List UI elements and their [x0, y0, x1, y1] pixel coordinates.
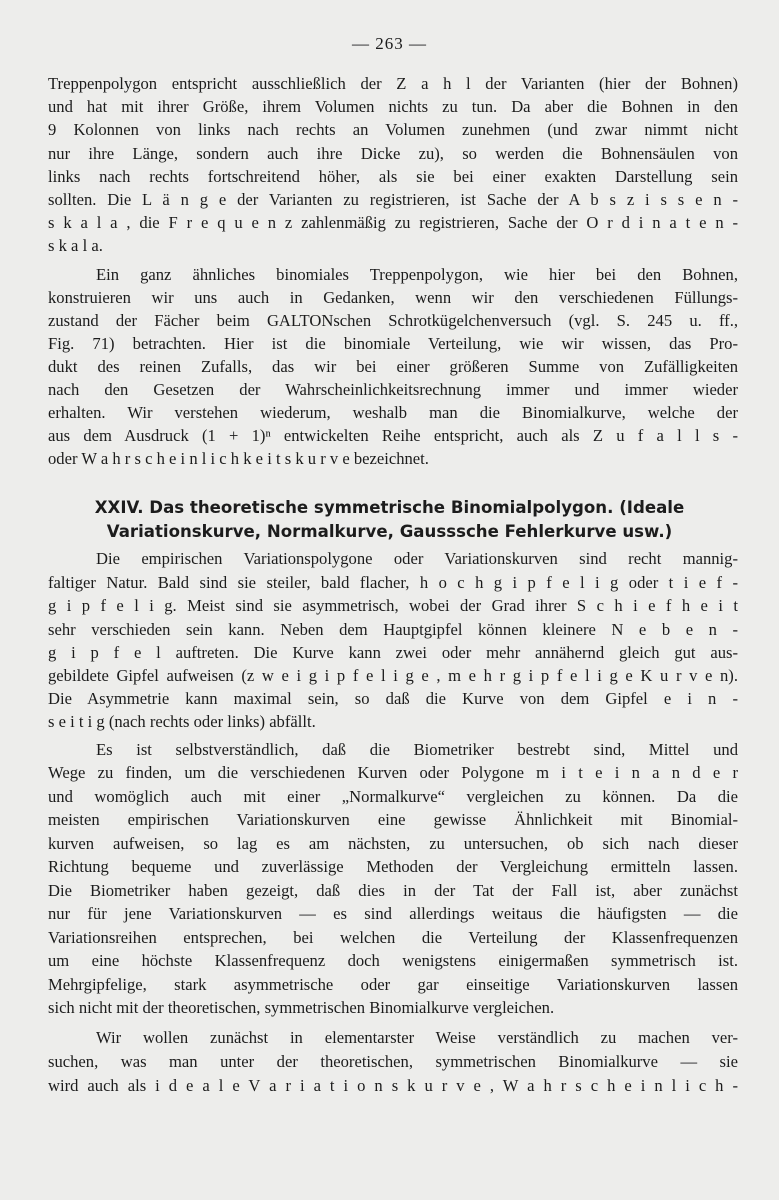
text-line: Fig. 71) betrachten. Hier ist die binomiale Verteilung, wie wir wissen, das Pro- [48, 334, 738, 353]
text-line: um eine höchste Klassenfrequenz doch wenigstens einigermaßen symmetrisch ist. [48, 951, 738, 970]
text-line: links nach rechts fortschreitend höher, als sie bei einer exakten Darstellung sein [48, 167, 738, 186]
section-heading-line: XXIV. Das theoretische symmetrische Binomialpolygon. (Ideale [94, 498, 685, 517]
text-line: nur für jene Variationskurven — es sind allerdings weitaus die häufigsten — die [48, 904, 738, 923]
text-line: s k a l a , die F r e q u e n z zahlenmäßig zu registrieren, Sache der O r d i n a t e n - [48, 213, 738, 232]
text-line: Die Biometriker haben gezeigt, daß dies in der Tat der Fall ist, aber zunächst [48, 881, 738, 900]
text-line: s k a l a. [48, 236, 103, 255]
text-line: Wege zu finden, um die verschiedenen Kurven oder Polygone m i t e i n a n d e r [48, 763, 738, 782]
section-heading-line: Variationskurve, Normalkurve, Gausssche Fehlerkurve usw.) [106, 522, 673, 541]
text-line: Es ist selbstverständlich, daß die Biometriker bestrebt sind, Mittel und [96, 740, 738, 759]
text-line: s e i t i g (nach rechts oder links) abfällt. [48, 712, 316, 731]
text-line: faltiger Natur. Bald sind sie steiler, bald flacher, h o c h g i p f e l i g oder t i e f - [48, 573, 738, 592]
text-line: konstruieren wir uns auch in Gedanken, wenn wir den verschiedenen Füllungs- [48, 288, 738, 307]
text-line: aus dem Ausdruck (1 + 1)ⁿ entwickelten Reihe entspricht, auch als Z u f a l l s - [48, 426, 738, 445]
text-line: Die Asymmetrie kann maximal sein, so daß die Kurve von dem Gipfel e i n - [48, 689, 738, 708]
text-line: erhalten. Wir verstehen wiederum, weshalb man die Binomialkurve, welche der [48, 403, 738, 422]
page-number: — 263 — [352, 34, 427, 53]
text-line: oder W a h r s c h e i n l i c h k e i t s k u r v e bezeichnet. [48, 449, 429, 468]
text-line: dukt des reinen Zufalls, das wir bei einer größeren Summe von Zufälligkeiten [48, 357, 738, 376]
text-line: gebildete Gipfel aufweisen (z w e i g i p f e l i g e , m e h r g i p f e l i g e K u r v e n). [48, 666, 738, 685]
text-line: wird auch als i d e a l e V a r i a t i o n s k u r v e , W a h r s c h e i n l i c h - [48, 1076, 738, 1095]
text-line: sollten. Die L ä n g e der Varianten zu registrieren, ist Sache der A b s z i s s e n - [48, 190, 738, 209]
text-line: und womöglich auch mit einer „Normalkurve“ vergleichen zu können. Da die [48, 787, 738, 806]
text-line: Ein ganz ähnliches binomiales Treppenpolygon, wie hier bei den Bohnen, [96, 265, 738, 284]
text-line: Treppenpolygon entspricht ausschließlich der Z a h l der Varianten (hier der Bohnen) [48, 74, 738, 93]
text-line: zustand der Fächer beim GALTONschen Schrotkügelchenversuch (vgl. S. 245 u. ff., [48, 311, 738, 330]
text-line: suchen, was man unter der theoretischen, symmetrischen Binomialkurve — sie [48, 1052, 738, 1071]
text-line: nach den Gesetzen der Wahrscheinlichkeitsrechnung immer und immer wieder [48, 380, 738, 399]
text-line: meisten empirischen Variationskurven eine gewisse Ähnlichkeit mit Binomial- [48, 810, 738, 829]
text-line: und hat mit ihrer Größe, ihrem Volumen nichts zu tun. Da aber die Bohnen in den [48, 97, 738, 116]
text-line: Wir wollen zunächst in elementarster Weise verständlich zu machen ver- [96, 1028, 738, 1047]
text-line: sich nicht mit der theoretischen, symmetrischen Binomialkurve vergleichen. [48, 998, 555, 1017]
text-line: Mehrgipfelige, stark asymmetrische oder gar einseitige Variationskurven lassen [48, 975, 738, 994]
text-line: g i p f e l i g. Meist sind sie asymmetrisch, wobei der Grad ihrer S c h i e f h e i t [48, 596, 738, 615]
text-line: Die empirischen Variationspolygone oder Variationskurven sind recht mannig- [96, 549, 738, 568]
text-line: sehr verschieden sein kann. Neben dem Hauptgipfel können kleinere N e b e n - [48, 620, 738, 639]
text-line: 9 Kolonnen von links nach rechts an Volumen zunehmen (und zwar nimmt nicht [48, 120, 738, 139]
text-line: g i p f e l auftreten. Die Kurve kann zwei oder mehr annähernd gleich gut aus- [48, 643, 738, 662]
text-line: Richtung bequeme und zuverlässige Methoden der Vergleichung ermitteln lassen. [48, 857, 738, 876]
text-line: nur ihre Länge, sondern auch ihre Dicke zu), so werden die Bohnensäulen von [48, 144, 738, 163]
text-line: Variationsreihen entsprechen, bei welchen die Verteilung der Klassenfrequenzen [48, 928, 738, 947]
text-line: kurven aufweisen, so lag es am nächsten, zu untersuchen, ob sich nach dieser [48, 834, 738, 853]
